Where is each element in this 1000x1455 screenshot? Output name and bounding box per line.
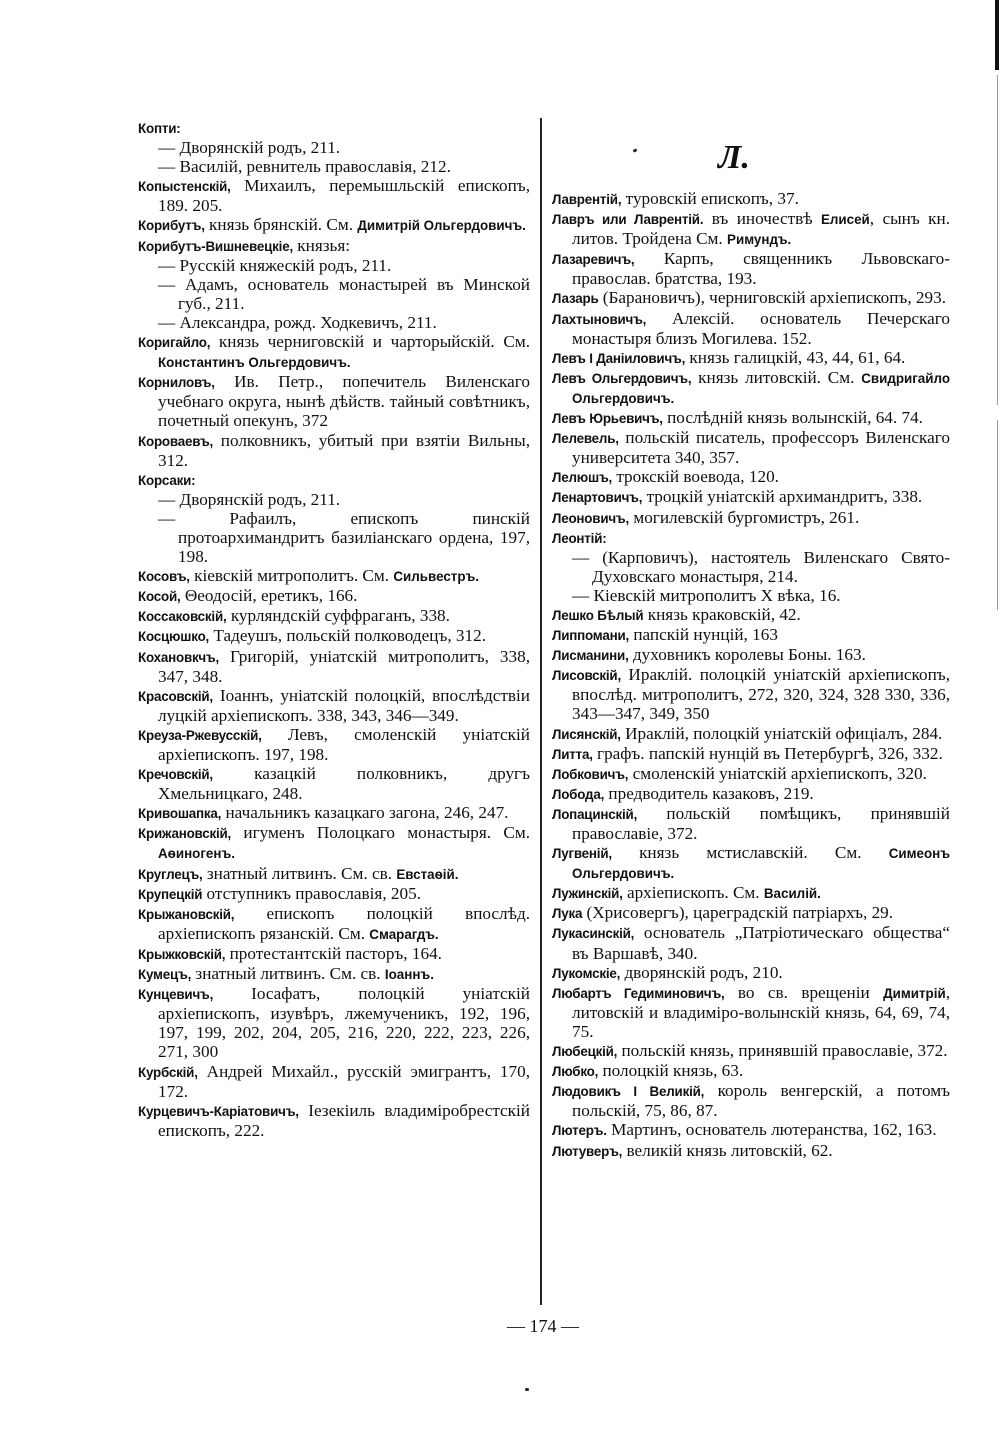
index-entry (552, 1041, 950, 1061)
index-entry (138, 176, 530, 215)
entry-headword: Красовскій, (138, 688, 213, 704)
entry-text: полковникъ, убитый при взятіи Вильны, 312. (158, 430, 530, 470)
entry-headword: Крыжановскій, (138, 906, 235, 922)
entry-text: во св. врещеніи (724, 982, 884, 1002)
scan-edge-line (997, 420, 998, 610)
index-entry (552, 883, 950, 903)
index-entry (138, 984, 530, 1061)
index-entry (138, 118, 530, 138)
entry-cross-reference: Римундъ. (727, 232, 792, 248)
entry-text: графъ. папскій нунцій въ Петербургѣ, 326, 332. (592, 743, 943, 763)
entry-text: духовникъ королевы Боны. 163. (628, 645, 866, 665)
entry-text: протестантскій пасторъ, 164. (225, 943, 442, 963)
section-letter: Л. (718, 139, 750, 176)
entry-headword: Лазаревичъ, (552, 252, 635, 268)
entry-headword: Курцевичъ-Каріатовичъ, (138, 1103, 299, 1119)
entry-text: (Барановичъ), черниговскій архіепископъ, 293. (598, 288, 946, 308)
index-entry (552, 348, 950, 368)
entry-text: дворянскій родъ, 210. (620, 962, 783, 982)
entry-headword: Косой, (138, 589, 181, 605)
entry-text: великій князь литовскій, 62. (622, 1140, 833, 1160)
index-entry (552, 1141, 950, 1161)
entry-headword: Любартъ Гедиминовичъ, (552, 985, 725, 1001)
index-subentry: — (Карповичъ), настоятель Виленскаго Свято-Духовскаго монастыря, 214. (572, 547, 950, 586)
index-entry (552, 665, 950, 723)
entry-headword: Корибутъ-Вишневецкіе, (138, 238, 293, 254)
entry-text: король венгерскій, а потомъ польскій, 75, 86, 87. (572, 1081, 950, 1121)
entry-headword: Копти: (138, 121, 181, 136)
entry-text: въ иночествѣ (703, 209, 821, 229)
index-entry (552, 189, 950, 209)
entry-headword: Крыжковскій, (138, 946, 226, 962)
index-entry (552, 368, 950, 408)
index-subentry: — Русскій княжескій родъ, 211. (158, 255, 392, 275)
entry-cross-reference: Смарагдъ. (369, 926, 439, 942)
index-subentry: — Адамъ, основатель монастырей въ Минской губ., 211. (158, 274, 530, 313)
entry-text: Алексій. основатель Печерскаго монастыря близъ Могилева. 152. (572, 308, 950, 348)
index-entry (552, 528, 950, 548)
entry-text: Левъ, смоленскій уніатскій архіепископъ. 197, 198. (158, 724, 530, 764)
entry-text: (Хрисовергъ), цареградскій патріархъ, 29. (582, 903, 894, 923)
entry-text: князья: (292, 235, 351, 255)
entry-headword: Липпомани, (552, 628, 630, 644)
entry-headword: Корибутъ, (138, 218, 205, 234)
entry-headword: Крижановскій, (138, 826, 232, 842)
entry-headword: Коссаковскій, (138, 609, 227, 625)
entry-text: предводитель казаковъ, 219. (604, 783, 814, 803)
entry-text: Андрей Михайл., русскій эмигрантъ, 170, 172. (158, 1061, 530, 1101)
entry-headword: Лисманини, (552, 648, 629, 664)
entry-headword: Левъ Юрьевичъ, (552, 411, 663, 427)
scan-speck (633, 148, 638, 153)
entry-headword: Ленартовичъ, (552, 490, 643, 506)
entry-text: туровскій епископъ, 37. (621, 189, 799, 208)
index-entry (552, 249, 950, 288)
entry-cross-reference: Константинъ Ольгердовичъ. (158, 355, 351, 371)
entry-text: Іезекіиль владиміробрестскій епископъ, 222. (158, 1100, 530, 1140)
entry-text: князь краковскій, 42. (643, 604, 801, 624)
entry-headword: Корниловъ, (138, 375, 215, 391)
entry-headword: Лобода, (552, 786, 605, 802)
index-entry (552, 744, 950, 764)
entry-text: князь мстиславскій. См. (611, 843, 889, 863)
entry-headword: Леонтій: (552, 530, 607, 546)
index-entry (552, 508, 950, 528)
entry-text: Карпъ, священникъ Львовскаго-православ. братства, 193. (572, 249, 950, 289)
entry-headword: Лавръ или Лаврентій. (552, 212, 704, 228)
index-entry (552, 843, 950, 883)
entry-cross-reference: Елисей (820, 212, 870, 228)
entry-headword: Лугвеній, (552, 846, 612, 862)
entry-text: кіевскій митрополитъ. См. (189, 566, 394, 586)
index-entry (552, 764, 950, 784)
entry-headword: Лелюшъ, (552, 470, 613, 486)
entry-text: князь литовскій. См. (691, 367, 862, 387)
entry-text: смоленскій уніатскій архіепископъ, 320. (628, 763, 927, 783)
index-subentry: — Александра, рожд. Ходкевичъ, 211. (158, 312, 437, 332)
entry-cross-reference: Іоаннъ. (384, 967, 434, 983)
entry-headword: Левъ Ольгердовичъ, (552, 370, 692, 386)
entry-headword: Литта, (552, 746, 593, 762)
index-entry (138, 1062, 530, 1101)
index-entry (138, 647, 530, 686)
entry-cross-reference: Свидригайло Ольгердовичъ. (572, 370, 950, 406)
index-subentry: — Рафаилъ, епископъ пинскій протоархимандритъ базиліанскаго ордена, 197, 198. (158, 508, 530, 567)
entry-cross-reference: Евстаѳій. (396, 866, 459, 882)
index-entry (552, 1120, 950, 1140)
index-entry (138, 823, 530, 863)
entry-cross-reference: Димитрій (883, 985, 946, 1001)
entry-cross-reference: Сильвестръ. (393, 569, 480, 585)
entry-text: Михаилъ, перемышльскій епископъ, 189. 205. (158, 176, 530, 216)
entry-headword: Копыстенскій, (138, 179, 231, 195)
entry-headword: Косцюшко, (138, 629, 210, 645)
entry-headword: Кохановкчъ, (138, 649, 219, 665)
index-entry (138, 606, 530, 626)
index-entry (552, 983, 950, 1041)
index-entry (138, 586, 530, 606)
index-entry (552, 408, 950, 428)
index-entry (138, 884, 530, 904)
index-entry (138, 431, 530, 470)
entry-text: послѣдній князь волынскій, 64. 74. (662, 408, 923, 428)
index-subentry: — Василій, ревнитель православія, 212. (158, 157, 451, 177)
entry-headword: Любко, (552, 1064, 599, 1080)
entry-headword: Косовъ, (138, 569, 190, 585)
entry-headword: Лукомскіе, (552, 965, 621, 981)
entry-text: , сынъ кн. литов. Тройдена См. (572, 209, 950, 249)
entry-text: трокскій воевода, 120. (612, 467, 779, 487)
entry-headword: Короваевъ, (138, 433, 214, 449)
index-entry (552, 645, 950, 665)
entry-text: Θеодосій, еретикъ, 166. (180, 586, 358, 606)
entry-text: папскій нунцій, 163 (629, 625, 778, 645)
index-entry (552, 288, 950, 308)
entry-headword: Лисянскій, (552, 726, 621, 742)
entry-text: польскій помѣщикъ, принявшій православіе, 372. (572, 803, 950, 843)
index-entry (552, 487, 950, 507)
index-column-right (552, 189, 950, 1161)
entry-headword: Кривошапка, (138, 806, 222, 822)
entry-text: Мартинъ, основатель лютеранства, 162, 163. (606, 1120, 937, 1140)
entry-headword: Лютуверъ, (552, 1143, 623, 1159)
entry-text: архіепископъ. См. (622, 883, 764, 903)
entry-headword: Лазарь (552, 291, 599, 307)
index-entry (552, 784, 950, 804)
entry-text: Ив. Петр., попечитель Виленскаго учебнаго округа, нынѣ дѣйств. тайный совѣтникъ, почетный опекунъ, 372 (158, 372, 530, 431)
entry-headword: Кречовскій, (138, 767, 213, 783)
entry-headword: Коригайло, (138, 335, 211, 351)
entry-headword: Лисовскій, (552, 668, 621, 684)
entry-cross-reference: Димитрій Ольгердовичъ. (357, 218, 526, 234)
entry-headword: Любецкій, (552, 1044, 618, 1060)
entry-text: , литовскій и владиміро-волынскій князь, 64, 69, 74, 75. (572, 982, 950, 1041)
index-entry (138, 964, 530, 984)
entry-text: князь брянскій. См. (204, 215, 358, 235)
index-entry (138, 803, 530, 823)
entry-text: курляндскій суффраганъ, 338. (226, 606, 450, 626)
entry-headword: Кунцевичъ, (138, 987, 214, 1003)
index-subentry: — Кіевскій митрополитъ X вѣка, 16. (572, 585, 841, 605)
entry-text: полоцкій князь, 63. (598, 1061, 744, 1081)
entry-text: Григорій, уніатскій митрополитъ, 338, 347, 348. (158, 646, 530, 686)
entry-headword: Левъ I Даніиловичъ, (552, 350, 686, 366)
entry-text: князь черниговскій и чарторыйскій. См. (210, 332, 530, 352)
entry-headword: Лукасинскій, (552, 926, 635, 942)
entry-headword: Леоновичъ, (552, 510, 630, 526)
index-entry (138, 332, 530, 372)
index-entry (552, 625, 950, 645)
index-entry (138, 904, 530, 944)
entry-text: князь галицкій, 43, 44, 61, 64. (685, 347, 906, 367)
entry-text: игуменъ Полоцкаго монастыря. См. (231, 823, 530, 843)
entry-headword: Корсаки: (138, 472, 196, 488)
scan-speck (525, 1388, 529, 1391)
index-entry (552, 467, 950, 487)
entry-text: Тадеушъ, польскій полководецъ, 312. (209, 626, 486, 646)
entry-headword: Людовикъ I Великій, (552, 1084, 705, 1100)
index-entry (138, 944, 530, 964)
entry-text: польскій писатель, профессоръ Виленскаго университета 340, 357. (572, 428, 950, 468)
index-entry (138, 626, 530, 646)
index-entry (552, 428, 950, 467)
index-entry (552, 605, 950, 625)
entry-text: Іосафатъ, полоцкій уніатскій архіепископъ, изувѣръ, лжемученикъ, 192, 196, 197, 199, 202, 204, 205, 216, 220, 222, 223, 226, 271, 300 (158, 984, 530, 1062)
index-entry (138, 470, 530, 490)
index-subentry: — Дворянскій родъ, 211. (158, 138, 341, 158)
entry-headword: Круглецъ, (138, 866, 203, 882)
index-entry (138, 725, 530, 764)
entry-headword: Лешко Бѣлый (552, 607, 644, 623)
entry-text: знатный литвинъ. См. св. (202, 863, 397, 883)
entry-headword: Лютеръ. (552, 1123, 607, 1139)
entry-headword: Лужинскій, (552, 886, 623, 902)
index-entry (552, 1081, 950, 1120)
index-subentry: — Дворянскій родъ, 211. (158, 489, 341, 509)
entry-cross-reference: Симеонъ Ольгердовичъ. (572, 846, 950, 882)
index-entry (138, 566, 530, 586)
index-entry (552, 903, 950, 923)
entry-headword: Лобковичъ, (552, 766, 629, 782)
entry-text: основатель „Патріотическаго общества“ въ Варшавѣ, 340. (572, 923, 950, 963)
column-divider (540, 118, 542, 1305)
entry-cross-reference: Аѳиногенъ. (158, 846, 235, 862)
index-entry (552, 923, 950, 962)
entry-text: казацкій полковникъ, другъ Хмельницкаго, 248. (158, 764, 530, 804)
entry-text: начальникъ казацкаго загона, 246, 247. (221, 803, 509, 823)
index-entry (138, 686, 530, 725)
entry-text: могилевскій бургомистръ, 261. (629, 507, 860, 527)
entry-text: знатный литвинъ. См. св. (191, 964, 385, 984)
index-entry (552, 309, 950, 348)
entry-text: Іоаннъ, уніатскій полоцкій, впослѣдствіи луцкій архіепископъ. 338, 343, 346—349. (158, 685, 530, 725)
scan-edge-mark (995, 0, 999, 70)
entry-headword: Курбскій, (138, 1064, 198, 1080)
index-entry (138, 372, 530, 430)
entry-text: отступникъ православія, 205. (202, 883, 422, 903)
entry-headword: Лахтыновичъ, (552, 311, 647, 327)
index-entry (138, 864, 530, 884)
page-number: — 174 — (507, 1316, 579, 1336)
entry-text: Ираклій. полоцкій уніатскій архіепископъ, впослѣд. митрополитъ, 272, 320, 324, 328 330, 336, 343—347, 349, 350 (572, 665, 950, 724)
index-entry (138, 764, 530, 803)
entry-headword: Креуза-Ржевусскій, (138, 727, 262, 743)
index-column-left (138, 118, 530, 1140)
entry-text: Ираклій, полоцкій уніатскій офиціалъ, 284. (620, 723, 943, 743)
index-entry (138, 1101, 530, 1140)
index-entry (552, 963, 950, 983)
entry-cross-reference: Василій. (763, 886, 821, 902)
entry-headword: Кумецъ, (138, 967, 192, 983)
entry-headword: Лаврентій, (552, 192, 622, 207)
entry-text: троцкій уніатскій архимандритъ, 338. (642, 487, 923, 507)
entry-headword: Лука (552, 906, 583, 922)
index-entry (138, 215, 530, 235)
entry-text: епископъ полоцкій впослѣд. архіепископъ рязанскій. См. (158, 903, 530, 943)
scan-edge-line (997, 75, 998, 405)
index-entry (552, 724, 950, 744)
index-entry (138, 236, 530, 256)
entry-text: польскій князь, принявшій православіе, 372. (617, 1041, 948, 1061)
index-entry (552, 804, 950, 843)
index-entry (552, 1061, 950, 1081)
entry-headword: Лелевель, (552, 431, 619, 447)
entry-headword: Лопацинскій, (552, 806, 638, 822)
index-entry (552, 209, 950, 249)
entry-headword: Крупецкій (138, 886, 203, 902)
